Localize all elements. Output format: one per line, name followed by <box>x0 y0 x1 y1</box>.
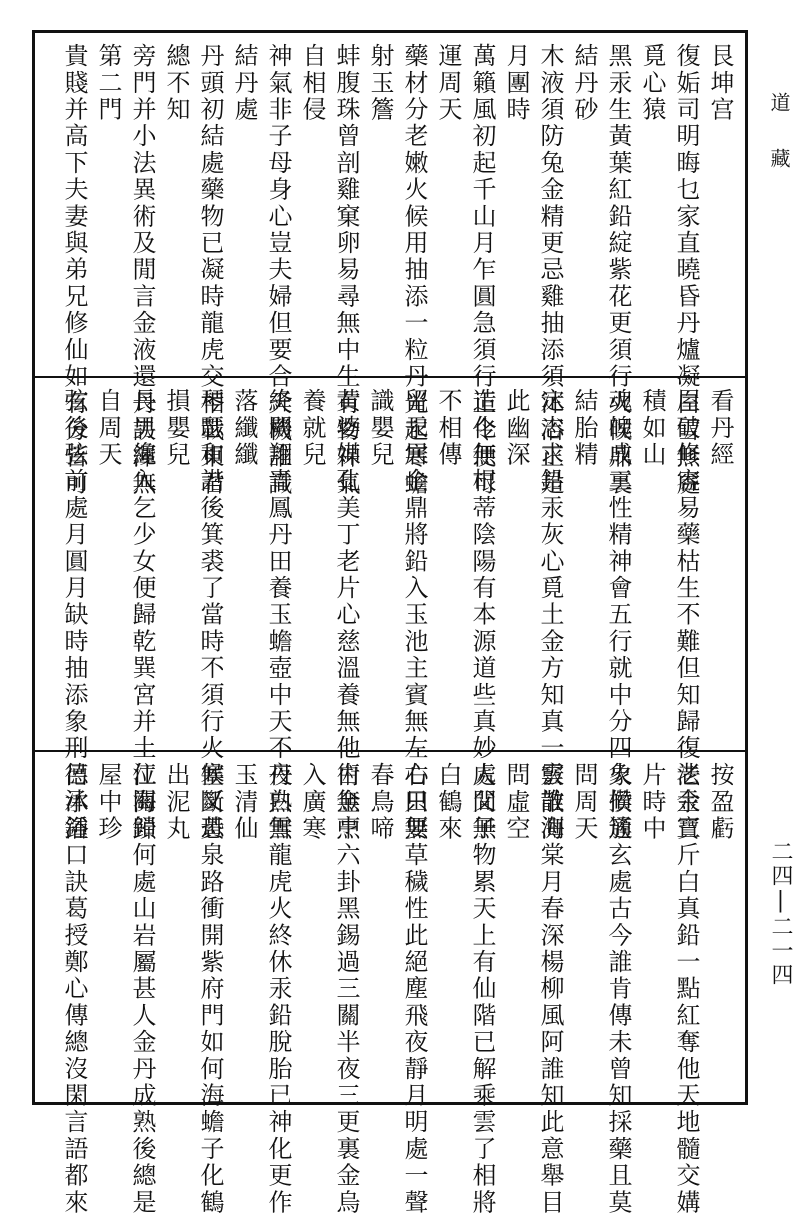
text-column: 心田無草穢性此絕塵飛夜靜月明處一聲 <box>400 762 428 1216</box>
text-column: 江海歸何處山岩屬甚人金丹成熟後總是 <box>128 762 156 1216</box>
text-column: 片時中 <box>638 762 666 843</box>
text-column: 出泥丸 <box>162 762 190 843</box>
text-column: 結丹處 <box>230 43 258 124</box>
text-column: 琴瑟和諧後箕裘了當時不須行火候又恐 <box>196 388 224 842</box>
text-column: 運周天 <box>434 43 462 124</box>
text-column: 結胎精 <box>570 388 598 469</box>
text-column: 識嬰兒 <box>366 388 394 469</box>
text-column: 長男纔入乞少女便歸乾巽宮并土位關鎖 <box>128 388 156 842</box>
text-column: 玉清仙 <box>230 762 258 843</box>
text-column: 覓心猿 <box>638 43 666 124</box>
text-column: 火候通玄處古今誰肯傳未曾知採藥且莫 <box>604 762 632 1216</box>
text-frame <box>32 30 748 1216</box>
text-column: 蚌腹珠曾剖雞窠卵易尋無中生有物神氣 <box>332 43 360 497</box>
page-folio: 二四|二一四 <box>768 840 793 987</box>
text-column: 神氣非子母身心豈夫婦但要合天機誰識 <box>264 43 292 497</box>
text-column: 造化無根蒂陰陽有本源道些真妙處父子 <box>468 388 496 842</box>
text-column: 看丹經 <box>706 388 734 469</box>
text-column: 旁門并小法異術及閒言金液還丹訣渾無 <box>128 43 156 497</box>
text-column: 月團時 <box>502 43 530 124</box>
text-column: 入廣寒 <box>298 762 326 843</box>
text-column: 老汞三斤白真鉛一點紅奪他天地髓交媾 <box>672 762 700 1216</box>
text-column: 貴賤并高下夫妻與弟兄修仙如有分皆可 <box>60 43 88 497</box>
text-column: 萬籟風初起千山月乍圓急須行正令便可 <box>468 43 496 497</box>
text-column: 留汞居金鼎將鉛入玉池主賓無左右只要 <box>400 388 428 842</box>
text-column: 丹熟無龍虎火終休汞鉛脫胎已神化更作 <box>264 762 292 1216</box>
text-column: 屋中珍 <box>94 762 122 843</box>
text-column: 此幽深 <box>502 388 530 469</box>
text-column: 第二門 <box>94 43 122 124</box>
text-column: 按盈虧 <box>706 762 734 843</box>
margin-title: 道藏 <box>767 92 791 204</box>
text-column: 弦後弦前處月圓月缺時抽添象刑德沐浴 <box>60 388 88 842</box>
text-column: 定志求鉛汞灰心覓土金方知真一竅誰測 <box>536 388 564 842</box>
text-column: 復姤司明晦乜家直曉昏丹爐凝白雪無處 <box>672 43 700 497</box>
panel-bottom <box>35 752 745 1216</box>
text-column: 養就兒 <box>298 388 326 469</box>
text-column: 損嬰兒 <box>162 388 190 469</box>
text-column: 射玉簷 <box>366 43 394 124</box>
text-column: 落纖纖 <box>230 388 258 469</box>
text-column: 木液須防兔金精更忌雞抽添須沐浴正是 <box>536 43 564 497</box>
text-column: 丹頭初結處藥物已凝時龍虎交相戰東君 <box>196 43 224 497</box>
text-column: 人間無物累天上有仙階已解乘雲了相將 <box>468 762 496 1216</box>
text-column: 魂魄成三性精神會五行就中分四象攢簇 <box>604 388 632 842</box>
text-column: 塞斷黃泉路衝開紫府門如何海蟾子化鶴 <box>196 762 224 1216</box>
text-column: 不相傳 <box>434 388 462 469</box>
text-column: 絳闕翔青鳳丹田養玉蟾壺中天不夜白雪 <box>264 388 292 842</box>
text-column: 白金烹六卦黑錫過三關半夜三更裏金烏 <box>332 762 360 1216</box>
text-column: 雲散海棠月春深楊柳風阿誰知此意舉目 <box>536 762 564 1216</box>
text-column: 艮坤宫 <box>706 43 734 124</box>
text-column: 春鳥啼 <box>366 762 394 843</box>
text-column: 屋破修容易藥枯生不難但知歸復法金寶 <box>672 388 700 842</box>
text-column: 呂承鍾口訣葛授鄭心傳總沒閑言語都來 <box>60 762 88 1216</box>
text-column: 結丹砂 <box>570 43 598 124</box>
text-column: 自相侵 <box>298 43 326 124</box>
text-column: 黑汞生黃葉紅鉛綻紫花更須行火候鼎裏 <box>604 43 632 497</box>
text-column: 總不知 <box>162 43 190 124</box>
text-column: 積如山 <box>638 388 666 469</box>
text-column: 黃婆媒孔美丁老片心慈溫養無他術無中 <box>332 388 360 842</box>
text-column: 自周天 <box>94 388 122 469</box>
text-column: 問虛空 <box>502 762 530 843</box>
text-column: 白鶴來 <box>434 762 462 843</box>
text-column: 藥材分老嫩火候用抽添一粒丹光起寒蟾 <box>400 43 428 497</box>
text-column: 問周天 <box>570 762 598 843</box>
